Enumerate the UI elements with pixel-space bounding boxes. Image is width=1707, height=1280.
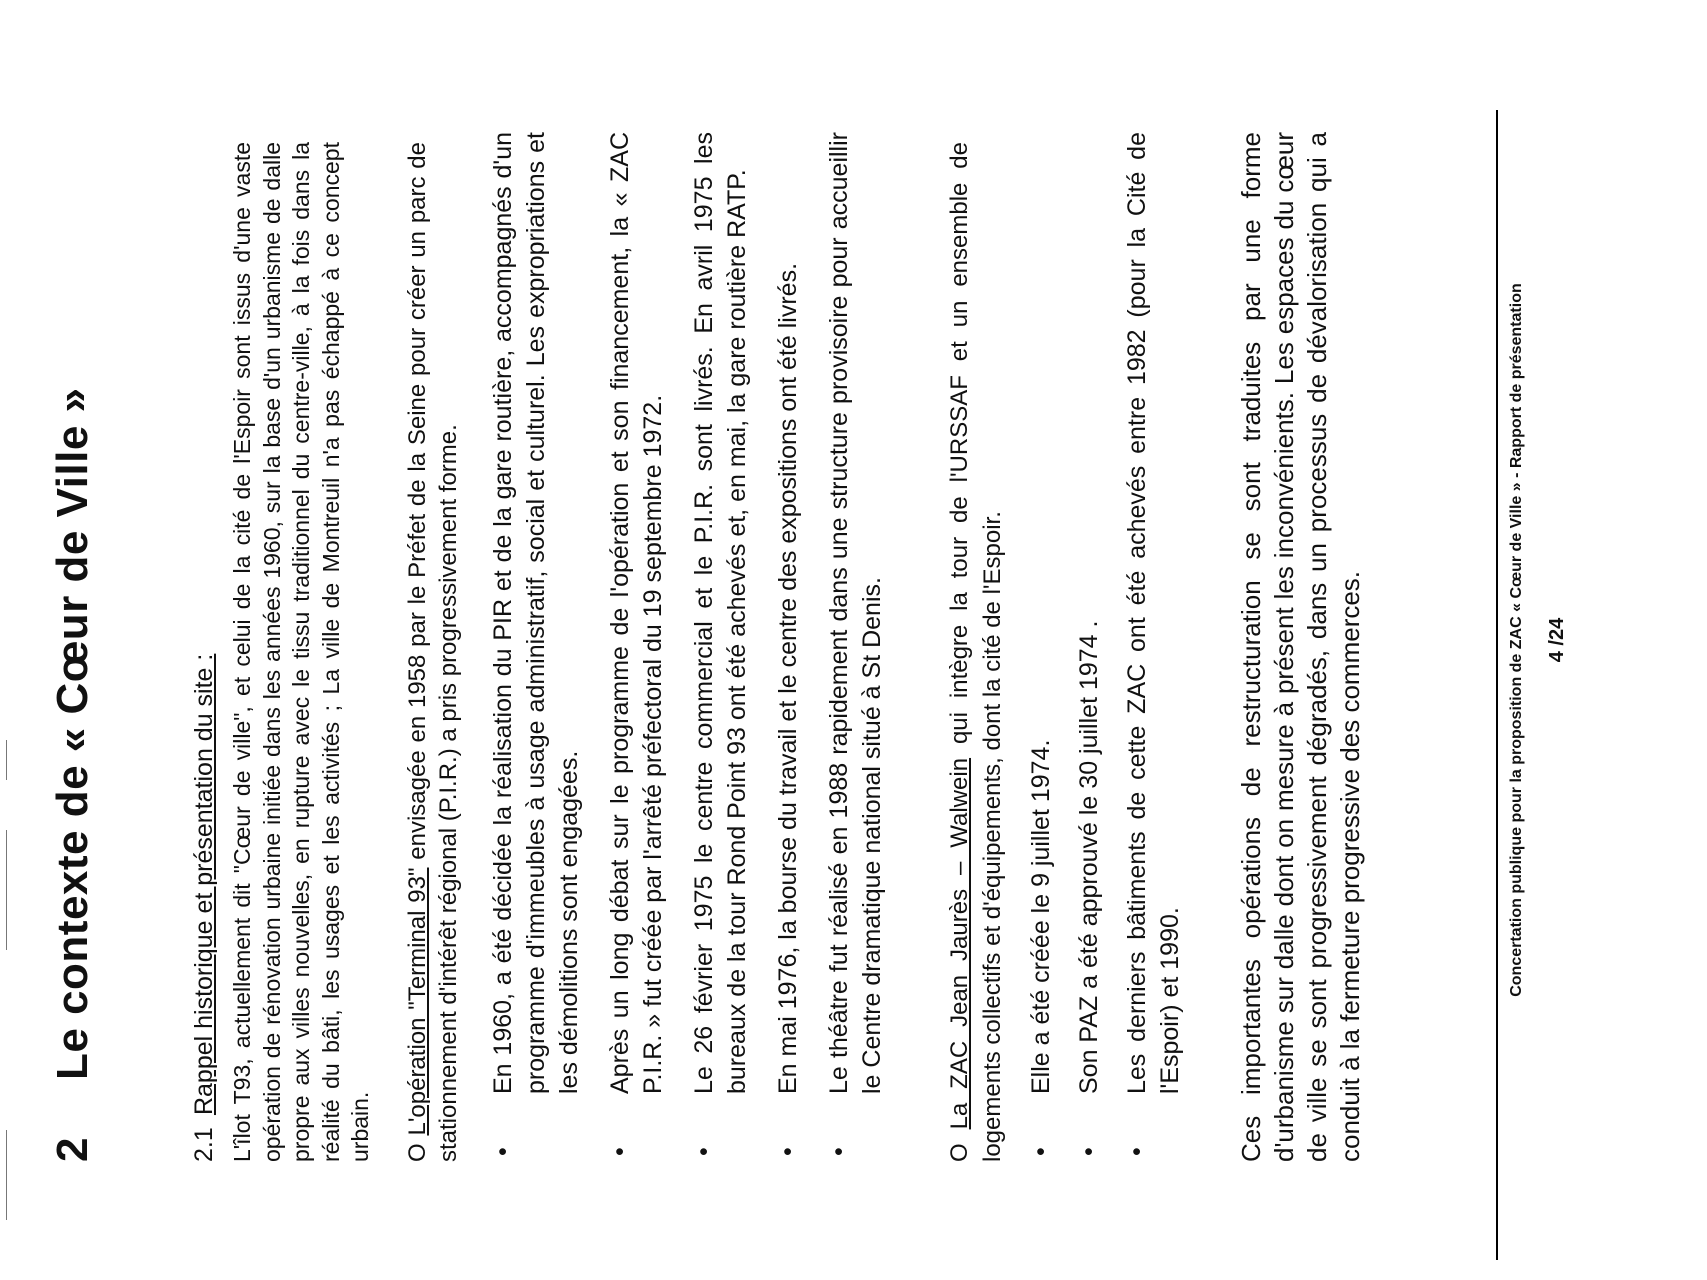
intro-paragraph: L'îlot T93, actuellement dit "Cœur de ville", et celui de la cité de l'Espoir sont issus d'une vaste opération de rénovation urbaine initiée dans les années 1960, sur la base d'un urbanisme de dalle propre aux villes nouvelles, en rupture avec le tissu traditionnel du centre-ville, à la fois dans la réalité du bâti, les usages et les activités ; La ville de Montreuil n'a pas échappé à ce concept urbain. <box>229 142 373 1162</box>
list-item: • En 1960, a été décidée la réalisation du PIR et de la gare routière, accompagnés d'un programme d'immeubles à usage administratif, social et culturel. Les expropriations et les démolitions sont engagées. <box>489 132 583 1156</box>
terminal-paragraph <box>402 142 464 1162</box>
list-item: • En mai 1976, la bourse du travail et le centre des expositions ont été livrés. <box>774 262 802 1156</box>
list-item-text: Les derniers bâtiments de cette ZAC ont été achevés entre 1982 (pour la Cité de l'Espoir) et 1990. <box>1123 132 1184 1094</box>
page-number: 4 /24 <box>1546 617 1568 663</box>
terminal-text: envisagée en 1958 par le Préfet de la Seine pour créer un parc de stationnement d'intérêt régional (P.I.R.) a pris progressivement forme. <box>404 142 462 1162</box>
list-item-text: Son PAZ a été approuvé le 30 juillet 1974 . <box>1075 620 1103 1094</box>
list-item-text: Le 26 février 1975 le centre commercial et le P.I.R. sont livrés. En avril 1975 les bureaux de la tour Rond Point 93 ont été achevés et, en mai, la gare routière RATP. <box>690 132 751 1094</box>
zac-link-text: La ZAC Jean Jaurès – Walwein <box>946 757 973 1130</box>
list-item-text: Après un long débat sur le programme de l'opération et son financement, la « ZAC P.I.R. » fut créée par l'arrêté préfectoral du 19 septembre 1972. <box>606 132 667 1094</box>
page-footer: Concertation publique pour la proposition de ZAC « Cœur de Ville » - Rapport de présentation <box>1508 283 1525 997</box>
chapter-number: 2 <box>48 1137 97 1162</box>
list-item-text: Le théâtre fut réalisé en 1988 rapidement dans une structure provisoire pour accueillir le Centre dramatique national situé à St Denis. <box>825 132 886 1094</box>
list-item: • Son PAZ a été approuvé le 30 juillet 1974 . <box>1075 620 1103 1156</box>
terminal-list <box>487 132 889 1162</box>
list-item: • Le théâtre fut réalisé en 1988 rapidement dans une structure provisoire pour accueillir le Centre dramatique national situé à St Denis. <box>825 132 886 1156</box>
list-item-text: Elle a été créée le 9 juillet 1974. <box>1027 739 1055 1094</box>
list-item: • Les derniers bâtiments de cette ZAC ont été achevés entre 1982 (pour la Cité de l'Espoir) et 1990. <box>1123 132 1184 1156</box>
section-title: Rappel historique et présentation du site : <box>190 653 218 1116</box>
scan-artifact <box>0 0 16 1280</box>
zac-marker: O <box>946 1129 973 1162</box>
list-item: • Elle a été créée le 9 juillet 1974. <box>1027 739 1055 1156</box>
zac-text: qui intègre la tour de l'URSSAF et un ensemble de logements collectifs et d'équipements, dont la cité de l'Espoir. <box>946 142 1006 1162</box>
section-heading <box>190 654 219 1162</box>
zac-paragraph <box>943 142 1009 1162</box>
chapter-heading <box>48 388 98 1163</box>
conclusion-paragraph: Ces importantes opérations de restructuration se sont traduites par une forme d'urbanisme sur dalle dont on mesure à présent les inconvénients. Les espaces du cœur de ville se sont progressivement dégradés, dans un processus de dévalorisation qui a conduit à la fermeture progressive des commerces. <box>1236 132 1365 1162</box>
list-item: • Le 26 février 1975 le centre commercial et le P.I.R. sont livrés. En avril 1975 les bureaux de la tour Rond Point 93 ont été achevés et, en mai, la gare routière RATP. <box>690 132 751 1156</box>
chapter-title: Le contexte de « Cœur de Ville » <box>48 387 97 1080</box>
list-item-text: En mai 1976, la bourse du travail et le centre des expositions ont été livrés. <box>774 262 802 1094</box>
section-number: 2.1 <box>190 1127 218 1162</box>
zac-list <box>1025 132 1187 1162</box>
footer-divider <box>1496 110 1498 1260</box>
list-item-text: En 1960, a été décidée la réalisation du PIR et de la gare routière, accompagnés d'un programme d'immeubles à usage administratif, social et culturel. Les expropriations et les démolitions sont engagées. <box>489 132 583 1094</box>
list-item: • Après un long débat sur le programme de l'opération et son financement, la « ZAC P.I.R. » fut créée par l'arrêté préfectoral du 19 septembre 1972. <box>606 132 667 1156</box>
terminal-link-text: L'opération "Terminal 93" <box>404 867 431 1136</box>
terminal-marker: O <box>404 1135 431 1162</box>
